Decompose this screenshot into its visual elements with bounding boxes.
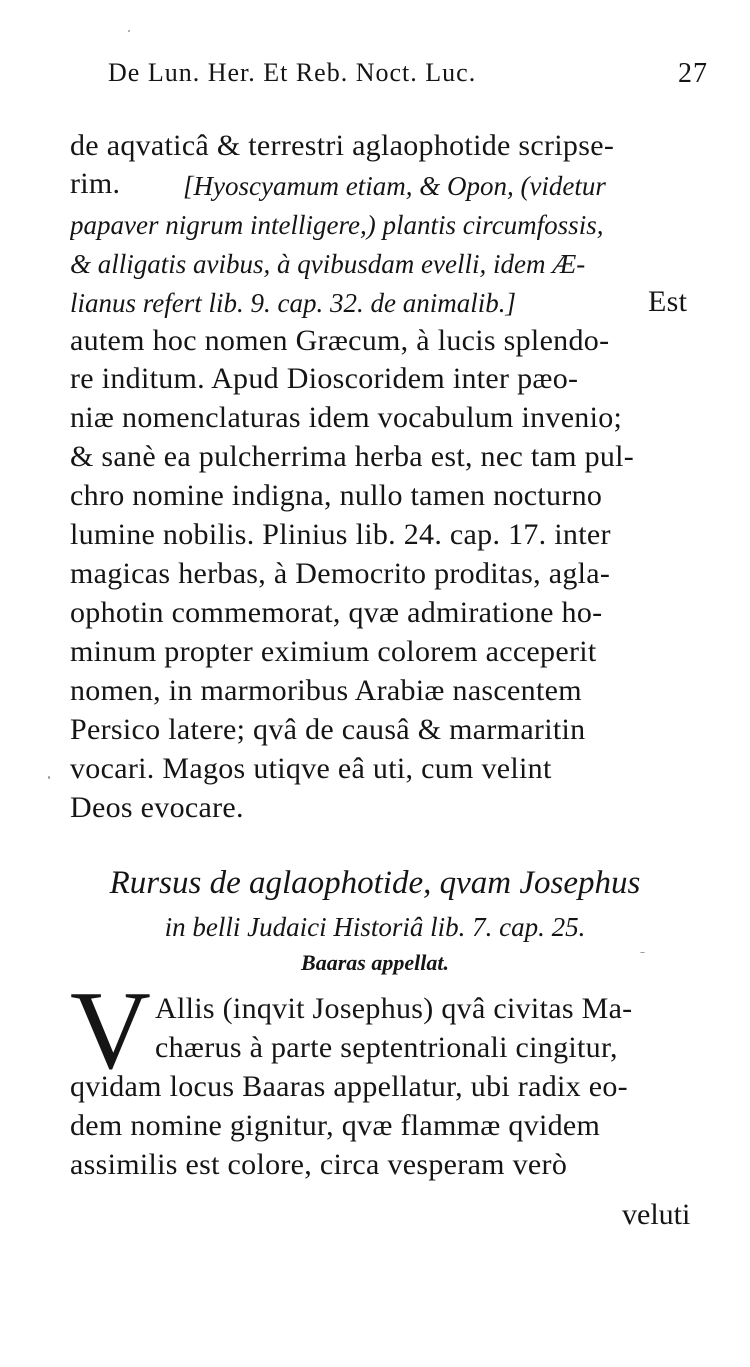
- text-line: de aqvaticâ & terrestri aglaophotide scripse-: [70, 129, 615, 162]
- ink-speck: [640, 952, 645, 953]
- text-line: dem nomine gignitur, qvæ flammæ qvidem: [70, 1109, 601, 1142]
- text-line: magicas herbas, à Democrito proditas, agla-: [70, 557, 611, 590]
- text-line: & sanè ea pulcherrima herba est, nec tam pul-: [70, 440, 635, 473]
- section-heading-line: Rursus de aglaophotide, qvam Josephus: [109, 865, 641, 901]
- text-line: lumine nobilis. Plinius lib. 24. cap. 17. inter: [70, 518, 611, 551]
- text-line: qvidam locus Baaras appellatur, ubi radix eo-: [70, 1070, 628, 1103]
- text-line: nomen, in marmoribus Arabiæ nascentem: [70, 674, 582, 707]
- text-line: chærus à parte septentrionali cingitur,: [155, 1031, 618, 1064]
- catchword: veluti: [622, 1198, 691, 1231]
- text-line: [Hyoscyamum etiam, & Opon, (videtur: [183, 171, 606, 201]
- text-line: papaver nigrum intelligere,) plantis circumfossis,: [70, 210, 604, 240]
- text-line: rim.: [70, 167, 121, 200]
- text-line: Persico latere; qvâ de causâ & marmaritin: [70, 713, 586, 746]
- text-line: vocari. Magos utiqve eâ uti, cum velint: [70, 752, 552, 785]
- text-line: Deos evocare.: [70, 791, 244, 824]
- section-heading-line: Baaras appellat.: [301, 950, 449, 975]
- text-line: Est: [648, 285, 688, 318]
- ink-speck: [48, 776, 50, 779]
- text-line: & alligatis avibus, à qvibusdam evelli, idem Æ-: [70, 249, 586, 279]
- text-line: ophotin commemorat, qvæ admiratione ho-: [70, 596, 603, 629]
- running-head-title: De Lun. Her. Et Reb. Noct. Luc.: [108, 58, 477, 87]
- text-line: niæ nomenclaturas idem vocabulum invenio;: [70, 401, 623, 434]
- text-line: chro nomine indigna, nullo tamen nocturno: [70, 479, 603, 512]
- text-line: Allis (inqvit Josephus) qvâ civitas Ma-: [155, 992, 633, 1025]
- page-number: 27: [678, 58, 708, 89]
- section-heading-line: in belli Judaici Historiâ lib. 7. cap. 25.: [164, 912, 586, 942]
- text-line: assimilis est colore, circa vesperam verò: [70, 1148, 568, 1181]
- text-line: autem hoc nomen Græcum, à lucis splendo-: [70, 324, 610, 357]
- text-line: re inditum. Apud Dioscoridem inter pæo-: [70, 362, 579, 395]
- drop-cap: V: [70, 969, 151, 1093]
- ink-speck: [128, 30, 130, 32]
- text-line: minum propter eximium colorem acceperit: [70, 635, 597, 668]
- running-head: [108, 58, 708, 98]
- text-line: lianus refert lib. 9. cap. 32. de animalib.]: [70, 288, 516, 318]
